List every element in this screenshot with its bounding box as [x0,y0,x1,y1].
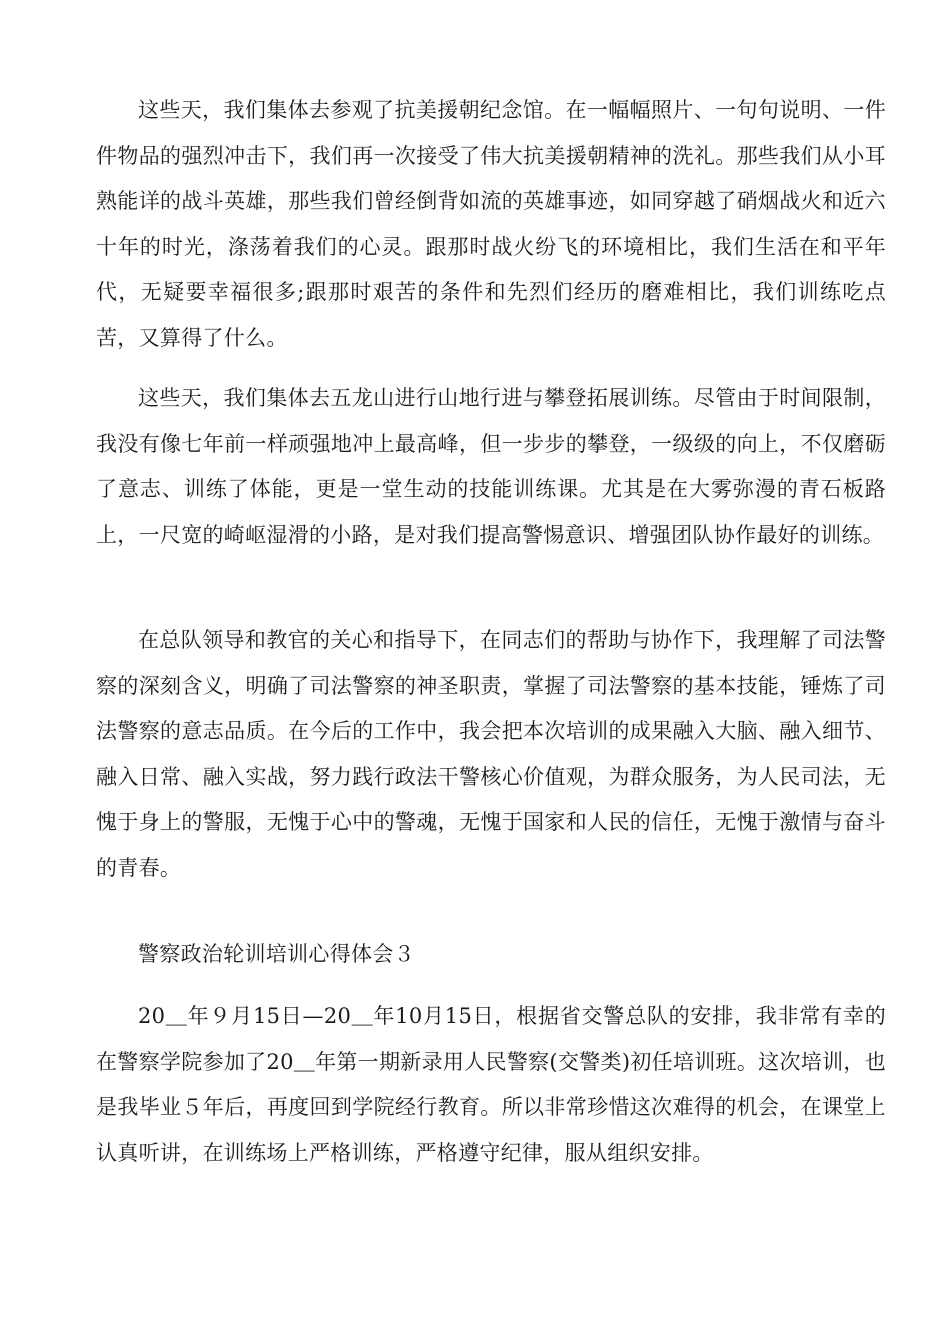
paragraph-mountain-training: 这些天，我们集体去五龙山进行山地行进与攀登拓展训练。尽管由于时间限制，我没有像七年前一样顽强地冲上最高峰，但一步步的攀登，一级级的向上，不仅磨砺了意志、训练了体能，更是一堂生动的技能训练课。尤其是在大雾弥漫的青石板路上，一尺宽的崎岖湿滑的小路，是对我们提高警惕意识、增强团队协作最好的训练。 [96,386,886,547]
paragraph-training-class: 20＿年９月15日—20＿年10月15日，根据省交警总队的安排，我非常有幸的在警察学院参加了20＿年第一期新录用人民警察(交警类)初任培训班。这次培训，也是我毕业５年后，再度回到学院经行教育。所以非常珍惜这次难得的机会，在课堂上认真听讲，在训练场上严格训练，严格遵守纪律，服从组织安排。 [96,1004,886,1165]
section-heading: 警察政治轮训培训心得体会３ [138,942,415,966]
paragraph-judicial-police: 在总队领导和教官的关心和指导下，在同志们的帮助与协作下，我理解了司法警察的深刻含义，明确了司法警察的神圣职责，掌握了司法警察的基本技能，锤炼了司法警察的意志品质。在今后的工作中，我会把本次培训的成果融入大脑、融入细节、融入日常、融入实战，努力践行政法干警核心价值观，为群众服务，为人民司法，无愧于身上的警服，无愧于心中的警魂，无愧于国家和人民的信任，无愧于激情与奋斗的青春。 [96,628,886,880]
paragraph-memorial-visit: 这些天，我们集体去参观了抗美援朝纪念馆。在一幅幅照片、一句句说明、一件件物品的强烈冲击下，我们再一次接受了伟大抗美援朝精神的洗礼。那些我们从小耳熟能详的战斗英雄，那些我们曾经倒背如流的英雄事迹，如同穿越了硝烟战火和近六十年的时光，涤荡着我们的心灵。跟那时战火纷飞的环境相比，我们生活在和平年代，无疑要幸福很多;跟那时艰苦的条件和先烈们经历的磨难相比，我们训练吃点苦，又算得了什么。 [96,98,886,350]
